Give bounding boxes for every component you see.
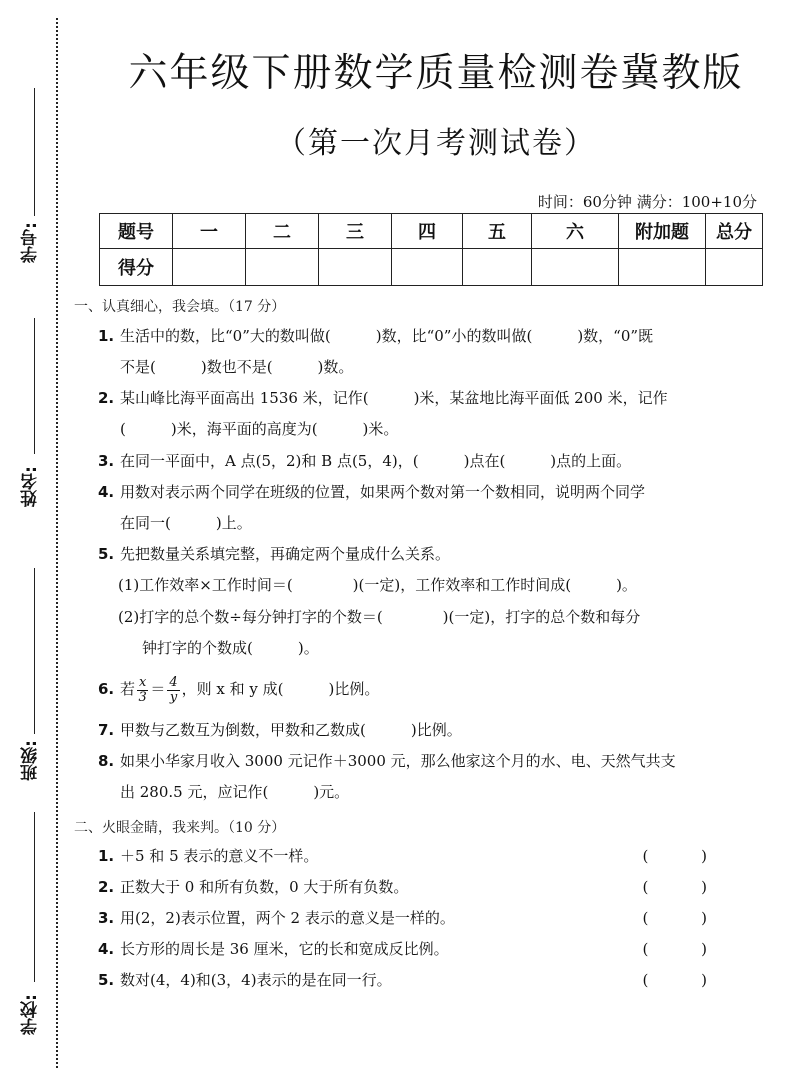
header-cell: 附加题 xyxy=(619,214,706,249)
header-cell: 二 xyxy=(246,214,319,249)
question-number: 3. xyxy=(98,909,115,927)
question-text-prefix: 若 xyxy=(120,680,136,698)
question-5-part-1: (1)工作效率×工作时间＝( )(一定)，工作效率和工作时间成( )。 xyxy=(118,576,637,594)
question-text: ＋5 和 5 表示的意义不一样。 xyxy=(120,847,319,865)
score-table-header-row xyxy=(100,214,763,249)
question-text: 甲数与乙数互为倒数，甲数和乙数成( )比例。 xyxy=(120,721,462,739)
score-table xyxy=(99,213,763,286)
header-cell: 六 xyxy=(532,214,619,249)
question-3 xyxy=(98,446,742,477)
question-7 xyxy=(98,715,742,746)
question-text: 生活中的数，比“0”大的数叫做( )数，比“0”小的数叫做( )数，“0”既 xyxy=(120,327,654,345)
question-text: 不是( )数也不是( )数。 xyxy=(120,358,354,376)
fraction-x-over-3 xyxy=(137,676,148,705)
school-line[interactable] xyxy=(34,812,35,982)
score-cell[interactable] xyxy=(706,249,763,286)
question-text: 长方形的周长是 36 厘米，它的长和宽成反比例。 xyxy=(120,940,449,958)
question-text: 正数大于 0 和所有负数，0 大于所有负数。 xyxy=(120,878,409,896)
question-text: 在同一平面中，A 点(5，2)和 B 点(5，4)，( )点在( )点的上面。 xyxy=(120,452,632,470)
score-cell[interactable] xyxy=(463,249,532,286)
question-number: 8. xyxy=(98,752,115,770)
section-2-heading: 二、火眼金睛，我来判。（10 分） xyxy=(74,820,286,836)
class-line[interactable] xyxy=(34,568,35,734)
name-label: 姓名: xyxy=(21,466,41,507)
fraction-denominator: y xyxy=(169,689,178,705)
question-number: 6. xyxy=(98,680,115,698)
score-cell[interactable] xyxy=(319,249,392,286)
question-number: 2. xyxy=(98,389,115,407)
student-id-line[interactable] xyxy=(34,88,35,216)
header-cell: 题号 xyxy=(100,214,173,249)
binding-margin xyxy=(0,0,62,1072)
header-cell: 四 xyxy=(392,214,463,249)
question-number: 5. xyxy=(98,971,115,989)
score-cell[interactable] xyxy=(532,249,619,286)
answer-parentheses[interactable]: ( ) xyxy=(642,909,731,927)
question-number: 5. xyxy=(98,545,115,563)
question-4 xyxy=(98,477,742,539)
school-label: 学校: xyxy=(21,994,41,1035)
question-text: 某山峰比海平面高出 1536 米，记作( )米，某盆地比海平面低 200 米，记作 xyxy=(120,389,668,407)
header-cell: 五 xyxy=(463,214,532,249)
score-cell[interactable] xyxy=(246,249,319,286)
question-text: ( )米，海平面的高度为( )米。 xyxy=(120,420,399,438)
fraction-numerator: x xyxy=(139,674,147,690)
score-cell[interactable] xyxy=(173,249,246,286)
question-text: 用(2，2)表示位置，两个 2 表示的意义是一样的。 xyxy=(120,909,455,927)
question-5-part-2-continued: 钟打字的个数成( )。 xyxy=(142,639,319,657)
fraction-numerator: 4 xyxy=(169,674,178,690)
question-text: 用数对表示两个同学在班级的位置，如果两个数对第一个数相同，说明两个同学 xyxy=(120,483,646,501)
question-2 xyxy=(98,383,742,445)
question-number: 3. xyxy=(98,452,115,470)
header-cell: 一 xyxy=(173,214,246,249)
question-number: 7. xyxy=(98,721,115,739)
answer-parentheses[interactable]: ( ) xyxy=(642,971,731,989)
question-text: 先把数量关系填完整，再确定两个量成什么关系。 xyxy=(120,545,451,563)
class-label: 班级: xyxy=(21,740,41,781)
question-number: 1. xyxy=(98,847,115,865)
question-text-suffix: ，则 x 和 y 成( )比例。 xyxy=(181,680,380,698)
score-row-label: 得分 xyxy=(100,249,173,286)
question-5 xyxy=(98,539,742,570)
question-1 xyxy=(98,321,742,383)
question-text: 如果小华家月收入 3000 元记作＋3000 元，那么他家这个月的水、电、天然气共支 xyxy=(120,752,676,770)
time-and-score-info: 时间：60分钟 满分：100+10分 xyxy=(537,193,757,211)
question-number: 4. xyxy=(98,483,115,501)
equals-sign: ＝ xyxy=(150,680,166,698)
score-cell[interactable] xyxy=(392,249,463,286)
answer-parentheses[interactable]: ( ) xyxy=(642,940,731,958)
fraction-4-over-y xyxy=(167,676,179,705)
answer-parentheses[interactable]: ( ) xyxy=(642,878,731,896)
question-text: 数对(4，4)和(3，4)表示的是在同一行。 xyxy=(120,971,392,989)
score-cell[interactable] xyxy=(619,249,706,286)
fraction-denominator: 3 xyxy=(138,689,147,705)
question-number: 1. xyxy=(98,327,115,345)
section-1-heading: 一、认真细心，我会填。（17 分） xyxy=(74,299,286,315)
header-cell: 总分 xyxy=(706,214,763,249)
question-6 xyxy=(98,674,742,705)
question-text: 在同一( )上。 xyxy=(120,514,252,532)
exam-subtitle: （第一次月考测试卷） xyxy=(276,126,596,161)
student-id-label: 学号: xyxy=(21,222,41,263)
header-cell: 三 xyxy=(319,214,392,249)
question-8 xyxy=(98,746,742,808)
answer-parentheses[interactable]: ( ) xyxy=(642,847,731,865)
question-text: 出 280.5 元，应记作( )元。 xyxy=(120,783,350,801)
question-number: 4. xyxy=(98,940,115,958)
binding-dotted-line xyxy=(56,18,58,1068)
question-number: 2. xyxy=(98,878,115,896)
exam-title: 六年级下册数学质量检测卷冀教版 xyxy=(128,51,744,96)
name-line[interactable] xyxy=(34,318,35,454)
question-5-part-2: (2)打字的总个数÷每分钟打字的个数＝( )(一定)，打字的总个数和每分 xyxy=(118,608,641,626)
score-table-score-row xyxy=(100,249,763,286)
